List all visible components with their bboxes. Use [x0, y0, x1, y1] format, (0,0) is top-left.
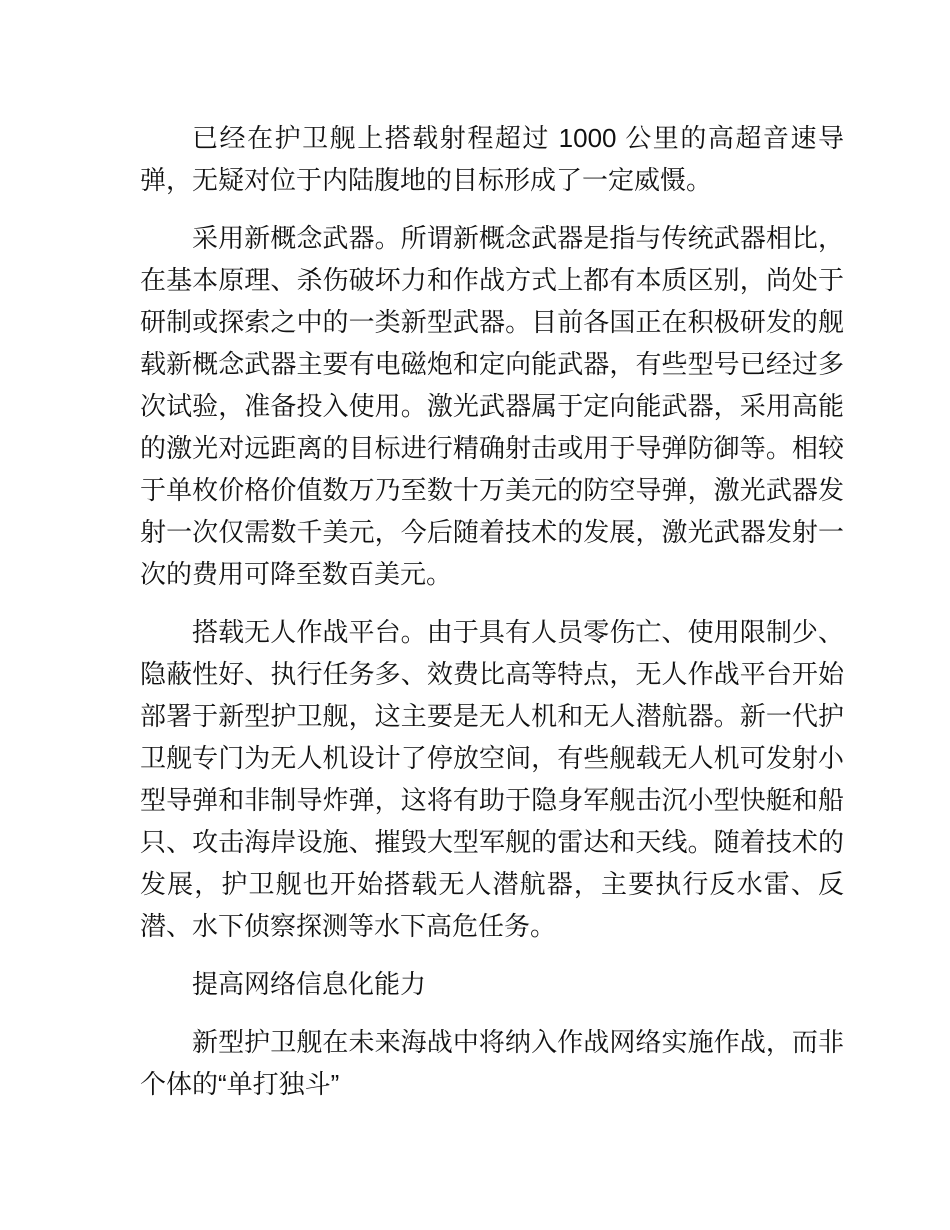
paragraph-network-combat: 新型护卫舰在未来海战中将纳入作战网络实施作战，而非个体的“单打独斗”: [140, 1027, 844, 1099]
paragraph-hypersonic-missile: 已经在护卫舰上搭载射程超过 1000 公里的高超音速导弹，无疑对位于内陆腹地的目标形成了一定威慑。: [140, 123, 844, 195]
paragraph-unmanned-platforms: 搭载无人作战平台。由于具有人员零伤亡、使用限制少、隐蔽性好、执行任务多、效费比高等特点，无人作战平台开始部署于新型护卫舰，这主要是无人机和无人潜航器。新一代护卫舰专门为无人机设计了停放空间，有些舰载无人机可发射小型导弹和非制导炸弹，这将有助于隐身军舰击沉小型快艇和船只、攻击海岸设施、摧毁大型军舰的雷达和天线。随着技术的发展，护卫舰也开始搭载无人潜航器，主要执行反水雷、反潜、水下侦察探测等水下高危任务。: [140, 617, 844, 941]
paragraph-new-concept-weapons: 采用新概念武器。所谓新概念武器是指与传统武器相比，在基本原理、杀伤破坏力和作战方式上都有本质区别，尚处于研制或探索之中的一类新型武器。目前各国正在积极研发的舰载新概念武器主要有电磁炮和定向能武器，有些型号已经过多次试验，准备投入使用。激光武器属于定向能武器，采用高能的激光对远距离的目标进行精确射击或用于导弹防御等。相较于单枚价格价值数万乃至数十万美元的防空导弹，激光武器发射一次仅需数千美元，今后随着技术的发展，激光武器发射一次的费用可降至数百美元。: [140, 223, 844, 589]
section-heading-network-capability: 提高网络信息化能力: [192, 969, 427, 999]
